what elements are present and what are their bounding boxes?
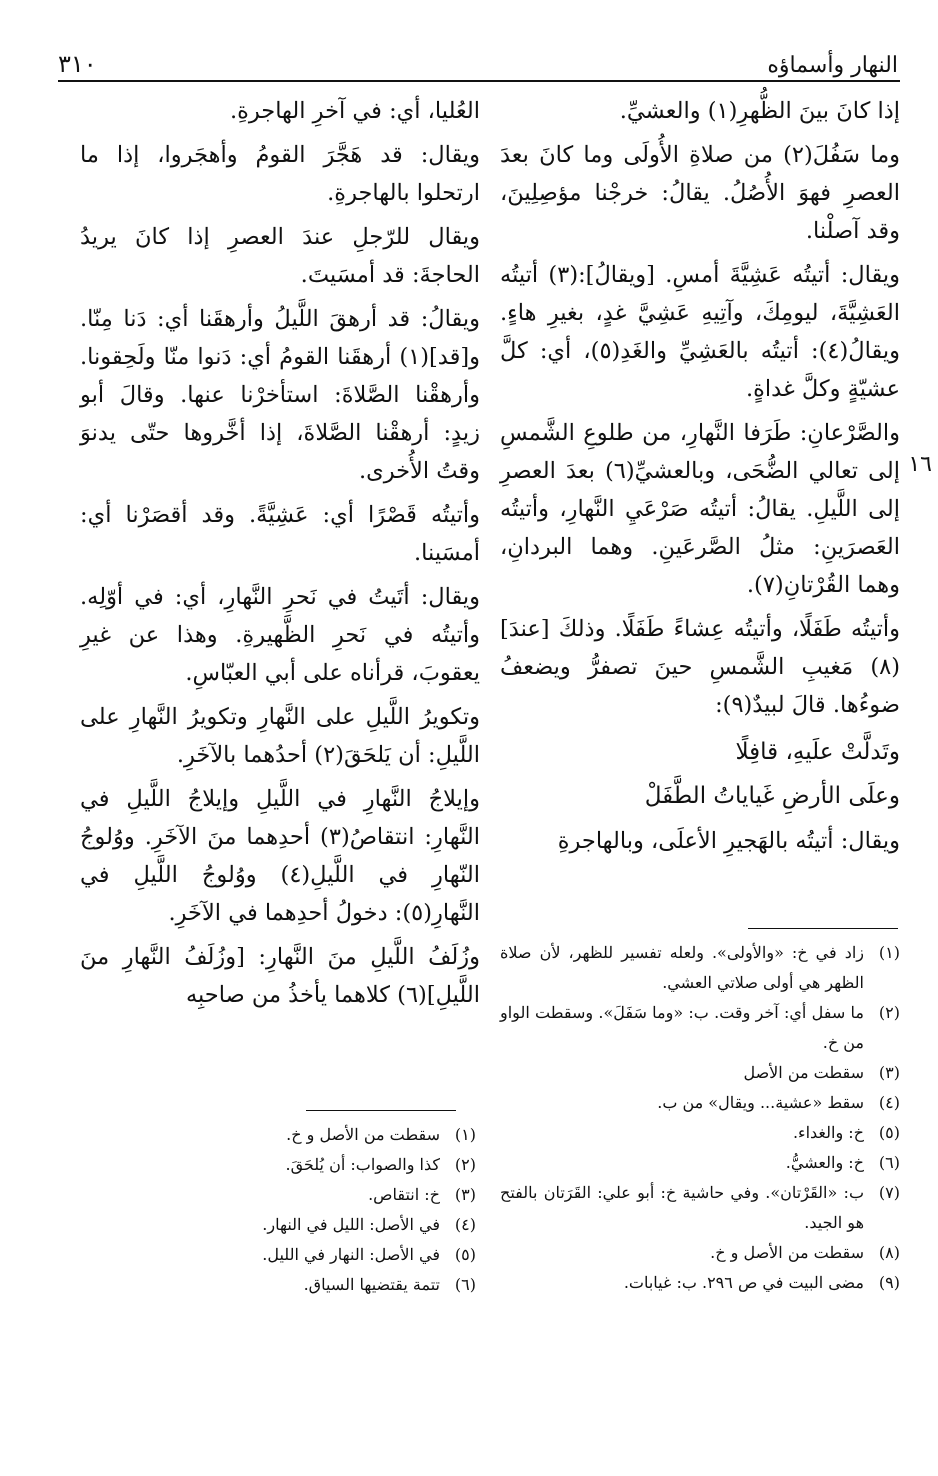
footnote-number: (١)	[878, 943, 900, 962]
paragraph: ويقال: قد هَجَّرَ القومُ وأهجَروا، إذا ما ارتحلوا بالهاجرةِ.	[80, 142, 480, 206]
footnote-number: (٢)	[878, 1003, 900, 1022]
footnote	[500, 938, 900, 998]
paragraph: ويقال: أتَيتُ في نَحرِ النَّهارِ، أي: في أوّلِه. وأتيتُه في نَحرِ الظَّهيرةِ. وهذا عن غيرِ يعقوبَ، قرأناه على أبي العبّاسِ.	[80, 584, 480, 686]
footnote	[86, 1180, 476, 1210]
footnote	[86, 1210, 476, 1240]
footnote	[500, 1088, 900, 1118]
footnote-number: (٢)	[454, 1155, 476, 1174]
footnote-number: (١)	[454, 1125, 476, 1144]
footnote-number: (٦)	[878, 1153, 900, 1172]
page-number: ٣١٠	[58, 50, 97, 78]
paragraph: ويقال للرّجلِ عندَ العصرِ إذا كانَ يريدُ الحاجةَ: قد أمسَيتَ.	[80, 224, 480, 288]
footnote-text: خ: والعشيُّ.	[785, 1153, 864, 1172]
footnote-text: تتمة يقتضيها السياق.	[303, 1275, 440, 1294]
footnote	[500, 1148, 900, 1178]
footnote-text: سقطت من الأصل	[743, 1063, 864, 1082]
footnote-number: (٣)	[454, 1185, 476, 1204]
footnote-number: (٧)	[878, 1183, 900, 1202]
footnotes-right	[500, 938, 900, 1298]
footnote-text: سقطت من الأصل و خ.	[710, 1243, 864, 1262]
footnote-text: مضى البيت في ص ٢٩٦. ب: غيابات.	[623, 1273, 864, 1292]
page-header	[58, 38, 898, 78]
footnote-number: (٤)	[878, 1093, 900, 1112]
footnote-text: سقط «عشية... ويقال» من ب.	[657, 1093, 864, 1112]
paragraph: ويقالُ: قد أرهقَ اللَّيلُ وأرهقَنا أي: دَنا مِنّا. و[قد](١) أرهقَنا القومُ أي: دَنوا منّا ولَحِقونا. وأرهقْنا الصَّلاةَ: استأخرْنا عنها. وقالَ أبو زيدٍ: أرهقْنا الصَّلاةَ، إذا أخَّروها حتّى يدنوَ وقتُ الأُخرى.	[80, 306, 480, 484]
paragraph: ويقال: أتيتُه عَشِيَّةَ أمسِ. [ويقالُ]:(٣) أتيتُه العَشِيَّةَ، ليومِكَ، وآتِيهِ عَشِيَّ غدٍ، بغيرِ هاءٍ. ويقالُ(٤): أتيتُه بالعَشِيِّ والغَدِ(٥)، أي: كلَّ عشيّةٍ وكلَّ غداةٍ.	[500, 262, 900, 402]
right-column	[500, 92, 900, 866]
footnote	[500, 1118, 900, 1148]
paragraph: ويقال: أتيتُه بالهَجيرِ الأعلَى، وبالهاجرةِ	[557, 828, 900, 854]
footnote-text: زاد في خ: «والأولى». ولعله تفسير للظهر، لأن صلاة الظهر هي أولى صلاتي العشي.	[500, 943, 864, 992]
footnotes-left	[86, 1120, 476, 1300]
footnote-rule	[306, 1110, 456, 1111]
footnote-rule	[748, 928, 898, 929]
footnote-number: (٦)	[454, 1275, 476, 1294]
footnote	[500, 1238, 900, 1268]
footnote-number: (٨)	[878, 1243, 900, 1262]
footnote-text: سقطت من الأصل و خ.	[286, 1125, 440, 1144]
paragraph: وأتيتُه طَفَلًا، وأتيتُه عِشاءً طَفَلًا. وذلكَ [عندَ](٨) مَغيبِ الشَّمسِ حينَ تصفرُّ ويضعفُ ضوءُها. قالَ لبيدٌ(٩):	[500, 616, 900, 718]
footnote	[86, 1120, 476, 1150]
verse-line: وعلَى الأرضِ غَياياتُ الطَّفَلْ	[644, 783, 900, 809]
footnote	[500, 1178, 900, 1238]
paragraph: والصَّرْعانِ: طَرَفا النَّهارِ، من طلوعِ الشَّمسِ إلى تعالي الضُّحَى، وبالعشيِّ(٦) بعدَ العصرِ إلى اللَّيلِ. يقالُ: أتيتُه صَرْعَيِ النَّهارِ، وأتيتُه العَصرَينِ: مثلُ الصَّرعَينِ. وهما البردانِ، وهما القُرْتانِ(٧).	[500, 420, 900, 598]
footnote-number: (٣)	[878, 1063, 900, 1082]
footnote-text: في الأصل: النهار في الليل.	[262, 1245, 440, 1264]
footnote	[500, 1268, 900, 1298]
paragraph: وتكويرُ اللَّيلِ على النَّهارِ وتكويرُ النَّهارِ على اللَّيلِ: أن يَلحَقَ(٢) أحدُهما بالآخَرِ.	[80, 704, 480, 768]
footnote-text: خ: والغداء.	[792, 1123, 864, 1142]
header-rule	[58, 80, 900, 82]
footnote-number: (٩)	[878, 1273, 900, 1292]
margin-line-number: ١٦	[908, 452, 932, 477]
verse-line: وتَدلَّتْ علَيهِ، قافِلًا	[735, 739, 900, 765]
paragraph: وأتيتُه قَصْرًا أي: عَشِيَّةً. وقد أقصَرْنا أي: أمسَينا.	[80, 502, 480, 566]
footnote-text: ب: «القَرْتان». وفي حاشية خ: أبو علي: القَرَتان بالفتح هو الجيد.	[500, 1183, 864, 1232]
footnote-number: (٥)	[454, 1245, 476, 1264]
footnote-text: ما سفل أي: آخر وقت. ب: «وما سَفَلَ». وسقطت الواو من خ.	[500, 1003, 864, 1052]
footnote-number: (٤)	[454, 1215, 476, 1234]
paragraph: وإيلاجُ النَّهارِ في اللَّيلِ وإيلاجُ اللَّيلِ في النَّهارِ: انتقاصُ(٣) أحدِهما منَ الآخَرِ. ووُلوجُ النّهارِ في اللَّيلِ(٤) ووُلوجُ اللَّيلِ في النَّهارِ(٥): دخولُ أحدِهما في الآخَرِ.	[80, 786, 480, 926]
footnote-text: كذا والصواب: أن يُلحَقَ.	[285, 1155, 440, 1174]
footnote	[86, 1240, 476, 1270]
footnote	[500, 1058, 900, 1088]
footnote	[500, 998, 900, 1058]
paragraph: إذا كانَ بينَ الظُّهرِ(١) والعشيِّ.	[619, 98, 900, 124]
left-column	[80, 92, 480, 1020]
footnote	[86, 1150, 476, 1180]
paragraph: وزُلَفُ اللَّيلِ منَ النَّهارِ: [وزُلَفُ النَّهارِ منَ اللَّيلِ](٦) كلاهما يأخذُ من صاحبِه	[80, 944, 480, 1008]
footnote-text: في الأصل: الليل في النهار.	[262, 1215, 440, 1234]
footnote-text: خ: انتقاص.	[368, 1185, 440, 1204]
footnote-number: (٥)	[878, 1123, 900, 1142]
paragraph: وما سَفُلَ(٢) من صلاةِ الأُولَى وما كانَ بعدَ العصرِ فهوَ الأُصُلُ. يقالُ: خرجْنا مؤصِلِينَ، وقد آصلْنا.	[500, 142, 900, 244]
paragraph: العُليا، أي: في آخرِ الهاجرةِ.	[229, 98, 480, 124]
footnote	[86, 1270, 476, 1300]
running-title: النهار وأسماؤه	[767, 53, 898, 78]
poem	[500, 730, 900, 818]
